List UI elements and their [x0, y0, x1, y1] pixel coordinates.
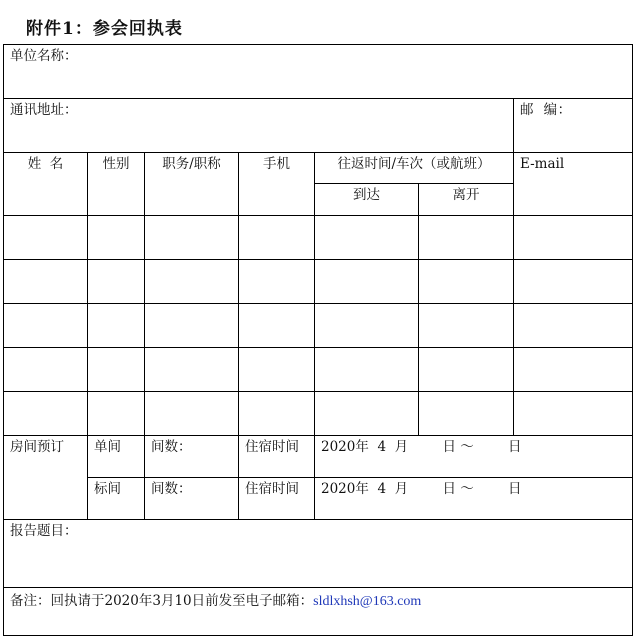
email-cell[interactable] [514, 216, 633, 260]
name-cell[interactable] [4, 348, 88, 392]
arrive-cell[interactable] [315, 348, 419, 392]
note-row [4, 588, 633, 636]
arrive-cell[interactable] [315, 216, 419, 260]
report-title-label: 报告题目： [10, 523, 78, 539]
arrive-cell[interactable] [315, 260, 419, 304]
unit-name-label: 单位名称： [10, 48, 78, 64]
position-cell[interactable] [145, 304, 239, 348]
depart-cell[interactable] [419, 216, 514, 260]
phone-cell[interactable] [239, 392, 315, 436]
gender-cell[interactable] [88, 304, 145, 348]
header-gender: 性别 [88, 153, 145, 216]
header-position: 职务/职称 [145, 153, 239, 216]
stay-label-single: 住宿时间 [239, 436, 315, 478]
address-field[interactable] [4, 99, 514, 153]
arrive-cell[interactable] [315, 304, 419, 348]
email-cell[interactable] [514, 392, 633, 436]
depart-cell[interactable] [419, 392, 514, 436]
header-email: E-mail [514, 153, 633, 216]
table-row [4, 216, 633, 260]
arrive-cell[interactable] [315, 392, 419, 436]
stay-label-standard: 住宿时间 [239, 478, 315, 520]
depart-cell[interactable] [419, 260, 514, 304]
depart-cell[interactable] [419, 348, 514, 392]
depart-cell[interactable] [419, 304, 514, 348]
email-cell[interactable] [514, 348, 633, 392]
stay-date-single[interactable]: 2020年 4 月 日 ～ 日 [315, 436, 633, 478]
name-cell[interactable] [4, 216, 88, 260]
header-travel: 往返时间/车次（或航班） [315, 153, 514, 184]
header-phone: 手机 [239, 153, 315, 216]
email-cell[interactable] [514, 304, 633, 348]
header-arrive: 到达 [315, 184, 419, 216]
name-cell[interactable] [4, 260, 88, 304]
contact-email-link[interactable]: sldlxhsh@163.com [313, 594, 422, 609]
room-type-standard: 标间 [88, 478, 145, 520]
unit-name-field[interactable] [4, 45, 633, 99]
header-name: 姓 名 [4, 153, 88, 216]
table-row [4, 260, 633, 304]
gender-cell[interactable] [88, 216, 145, 260]
position-cell[interactable] [145, 348, 239, 392]
table-row [4, 304, 633, 348]
note-text: 备注：回执请于2020年3月10日前发至电子邮箱： [10, 593, 314, 609]
room-count-standard[interactable]: 间数： [145, 478, 239, 520]
room-booking-label: 房间预订 [4, 436, 88, 520]
registration-form-table [3, 44, 633, 636]
position-cell[interactable] [145, 392, 239, 436]
name-cell[interactable] [4, 304, 88, 348]
page-title: 附件1：参会回执表 [26, 19, 183, 39]
phone-cell[interactable] [239, 216, 315, 260]
phone-cell[interactable] [239, 348, 315, 392]
stay-date-standard[interactable]: 2020年 4 月 日 ～ 日 [315, 478, 633, 520]
address-label: 通讯地址： [10, 102, 78, 118]
room-count-single[interactable]: 间数： [145, 436, 239, 478]
phone-cell[interactable] [239, 304, 315, 348]
email-cell[interactable] [514, 260, 633, 304]
position-cell[interactable] [145, 216, 239, 260]
postcode-label: 邮 编： [520, 102, 572, 118]
position-cell[interactable] [145, 260, 239, 304]
gender-cell[interactable] [88, 392, 145, 436]
gender-cell[interactable] [88, 348, 145, 392]
phone-cell[interactable] [239, 260, 315, 304]
room-type-single: 单间 [88, 436, 145, 478]
postcode-field[interactable] [514, 99, 633, 153]
gender-cell[interactable] [88, 260, 145, 304]
table-row [4, 348, 633, 392]
report-title-field[interactable] [4, 520, 633, 588]
name-cell[interactable] [4, 392, 88, 436]
table-row [4, 392, 633, 436]
header-depart: 离开 [419, 184, 514, 216]
